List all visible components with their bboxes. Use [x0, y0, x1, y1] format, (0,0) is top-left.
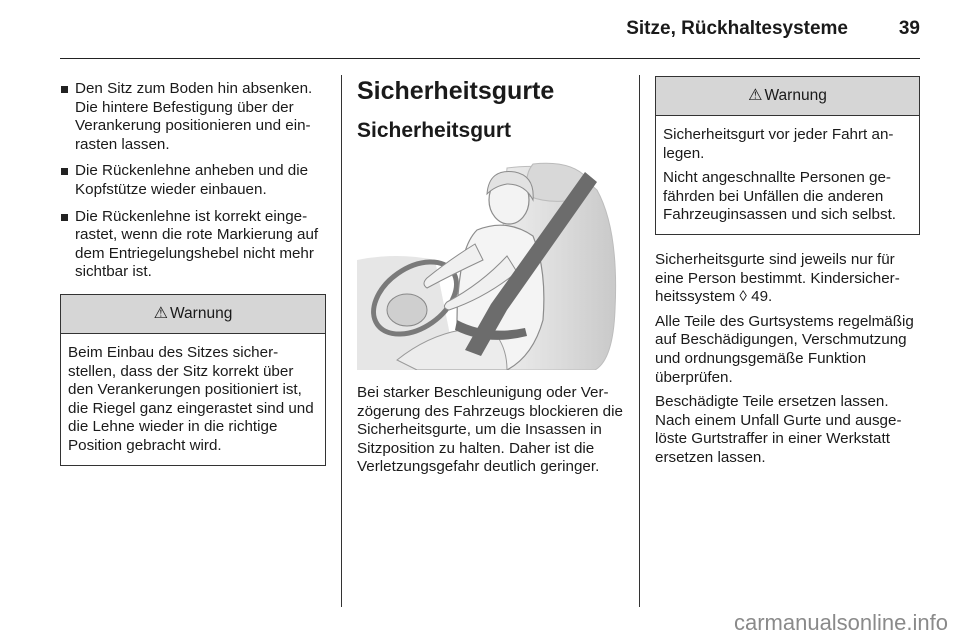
list-item: Den Sitz zum Boden hin absenken. Die hintere Befestigung über der Verankerung positionieren und einrasten lassen.	[60, 80, 326, 154]
warning-header	[61, 295, 325, 334]
seatbelt-description: Bei starker Beschleunigung oder Verzögerung des Fahrzeugs blockieren die Sicherheitsgurte, um die Insassen in Sitzposition zu halten. Daher ist die Verletzungsgefahr deutlich geringer.	[357, 384, 623, 476]
subsection-heading: Sicherheitsgurt	[357, 119, 512, 142]
body-paragraph: Alle Teile des Gurtsystems regelmäßig auf Beschädigungen, Verschmutzung und ordnungsgemäße Funktion überprüfen.	[655, 312, 914, 386]
page-header	[60, 0, 920, 59]
column-divider-2	[639, 75, 640, 607]
steering-hub	[387, 294, 427, 326]
warning-body	[656, 116, 919, 234]
body-paragraph: Sicherheitsgurte sind jeweils nur für eine Person bestimmt. Kindersicherheitssystem ◊ 49.	[655, 250, 900, 306]
warning-box-seatbelt	[655, 76, 920, 235]
warning-header	[656, 77, 919, 116]
column-divider-1	[341, 75, 342, 607]
page-number: 39	[898, 18, 920, 39]
middle-column	[357, 76, 623, 477]
warning-title: Warnung	[170, 304, 233, 322]
list-item: Die Rückenlehne ist korrekt eingerastet, wenn die rote Markierung auf dem Entriegelungshebel nicht mehr sichtbar ist.	[60, 208, 326, 282]
page-section-title: Sitze, Rückhaltesysteme	[626, 18, 848, 39]
warning-text: Beim Einbau des Sitzes sicherstellen, dass der Sitz korrekt über den Verankerungen positioniert ist, die Riegel ganz eingerastet sind und die Lehne wieder in die richtige Position gebracht wird.	[68, 343, 314, 454]
warning-box-seat	[60, 294, 326, 466]
warning-title: Warnung	[764, 87, 827, 104]
warning-triangle-icon: ⚠	[153, 304, 168, 322]
warning-body	[61, 334, 325, 465]
warning-triangle-icon: ⚠	[748, 87, 763, 104]
seatbelt-figure-svg	[357, 160, 621, 370]
body-paragraph: Beschädigte Teile ersetzen lassen. Nach einem Unfall Gurte und ausgelöste Gurtstraffer in einer Werkstatt ersetzen lassen.	[655, 393, 902, 466]
list-item: Die Rückenlehne anheben und die Kopfstütze wieder einbauen.	[60, 162, 326, 199]
section-heading: Sicherheitsgurte	[357, 77, 555, 105]
left-column	[60, 80, 326, 466]
warning-text: Sicherheitsgurt vor jeder Fahrt anlegen.	[663, 126, 894, 162]
right-column	[655, 76, 920, 474]
warning-text: Nicht angeschnallte Personen gefährden bei Unfällen die anderen Fahrzeuginsassen und sich selbst.	[663, 169, 897, 224]
watermark-text: carmanualsonline.info	[733, 610, 948, 635]
seatbelt-illustration	[357, 160, 621, 370]
instruction-list	[60, 80, 326, 282]
